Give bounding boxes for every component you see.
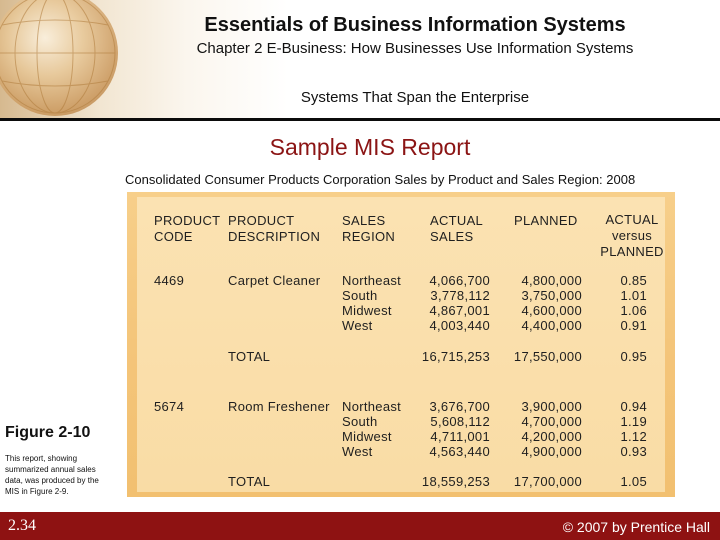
total-ratio: 0.95 [620,349,647,364]
mis-report-figure [127,192,675,497]
page-number: 2.34 [8,517,36,534]
product-description: Carpet Cleaner [228,273,321,288]
planned-sales-list: 4,800,000 3,750,000 4,600,000 4,400,000 [521,273,582,333]
product-code: 4469 [154,273,185,288]
product-code: 5674 [154,399,185,414]
header-actual: ACTUAL SALES [430,213,484,244]
total-label: TOTAL [228,349,271,364]
total-ratio: 1.05 [620,474,647,489]
section-title: Systems That Span the Enterprise [300,89,530,106]
planned-sales-list: 3,900,000 4,700,000 4,200,000 4,900,000 [521,399,582,459]
mis-report-table [137,197,665,492]
ratio-list: 0.85 1.01 1.06 0.91 [620,273,647,333]
copyright-notice: © 2007 by Prentice Hall [562,519,710,535]
slide-header [0,0,720,120]
actual-sales-list: 3,676,700 5,608,112 4,711,001 4,563,440 [429,399,490,459]
total-planned: 17,550,000 [513,349,582,364]
total-label: TOTAL [228,474,271,489]
ratio-list: 0.94 1.19 1.12 0.93 [620,399,647,459]
slide-footer [0,512,720,540]
header-region: SALES REGION [342,213,396,244]
figure-description: This report, showing summarized annual sales data, was produced by the MIS in Figure 2-9. [5,454,99,496]
header-ratio: ACTUAL versus PLANNED [600,212,664,259]
region-list: Northeast South Midwest West [342,399,402,459]
total-actual: 16,715,253 [421,349,490,364]
course-title: Essentials of Business Information Systems [204,14,626,36]
globe-grid-graphic [0,0,118,116]
header-code: PRODUCT CODE [154,213,221,244]
actual-sales-list: 4,066,700 3,778,112 4,867,001 4,003,440 [429,273,490,333]
chapter-subtitle: Chapter 2 E-Business: How Businesses Use Information Systems [196,40,634,57]
report-caption: Consolidated Consumer Products Corporation Sales by Product and Sales Region: 2008 [125,172,636,187]
total-planned: 17,700,000 [513,474,582,489]
slide-title: Sample MIS Report [269,134,471,160]
figure-label: Figure 2-10 [5,424,91,441]
region-list: Northeast South Midwest West [342,273,402,333]
header-divider [0,118,720,121]
header-planned: PLANNED [514,213,578,228]
header-description: PRODUCT DESCRIPTION [228,213,321,244]
product-description: Room Freshener [228,399,330,414]
total-actual: 18,559,253 [421,474,490,489]
